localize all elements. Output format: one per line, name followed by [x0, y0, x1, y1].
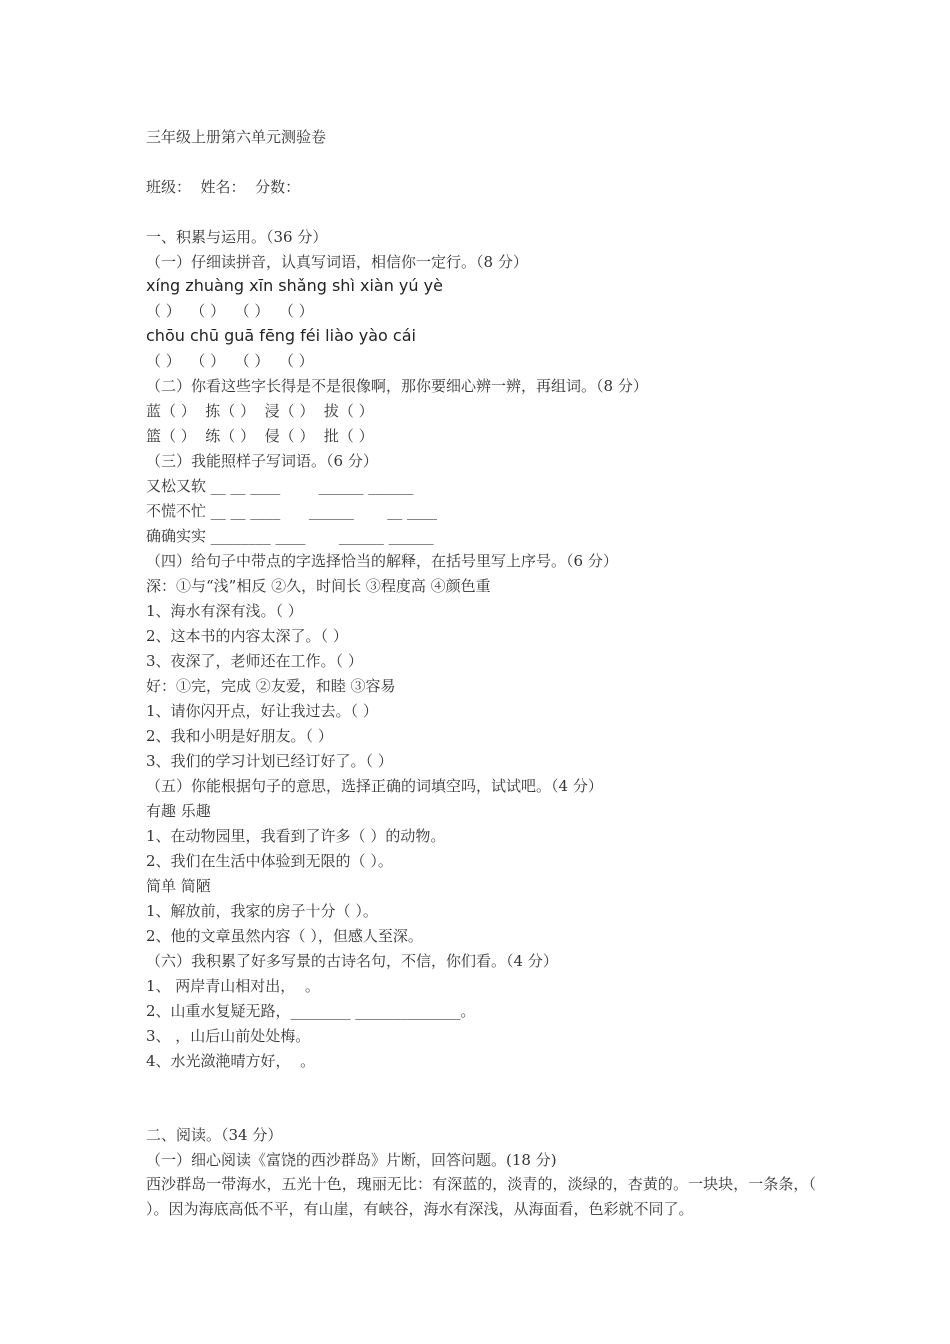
q1-blanks-line1: （ ） （ ） （ ） （ ） — [146, 302, 314, 320]
q4-shen-sentence-2: 2、这本书的内容太深了。（ ） — [146, 627, 348, 645]
q4-hao-sentence-2: 2、我和小明是好朋友。（ ） — [146, 727, 333, 745]
q1-pinyin-line1: xíng zhuàng xīn shǎng shì xiàn yú yè — [146, 276, 443, 295]
q1-blanks-line2: （ ） （ ） （ ） （ ） — [146, 352, 314, 370]
q4-shen-sentence-1: 1、海水有深有浅。（ ） — [146, 602, 303, 620]
q4-hao-sentence-1: 1、请你闪开点，好让我过去。（ ） — [146, 702, 378, 720]
q2-row1: 蓝（ ） 拣（ ） 浸（ ） 拔（ ） — [146, 402, 374, 420]
q3-row1: 又松又软 __ __ ____ ______ ______ — [146, 477, 414, 495]
q3-row3: 确确实实 ________ ____ ______ ______ — [146, 527, 434, 545]
q5-heading: （五）你能根据句子的意思，选择正确的词填空吗，试试吧。（4 分） — [146, 777, 603, 795]
doc-title: 三年级上册第六单元测验卷 — [146, 128, 327, 146]
q5-sentence-1: 1、在动物园里，我看到了许多（ ）的动物。 — [146, 827, 446, 845]
q5-sentence-2: 2、我们在生活中体验到无限的（ ）。 — [146, 852, 393, 870]
part1-heading: 一、积累与运用。（36 分） — [146, 228, 328, 246]
q5-word-choices-1: 有趣 乐趣 — [146, 802, 211, 820]
q6-line-4: 4、水光潋滟晴方好， 。 — [146, 1052, 316, 1070]
q2-row2: 篮（ ） 练（ ） 侵（ ） 批（ ） — [146, 427, 374, 445]
q3-heading: （三）我能照样子写词语。（6 分） — [146, 452, 378, 470]
student-info: 班级： 姓名： 分数： — [146, 178, 301, 196]
q4-heading: （四）给句子中带点的字选择恰当的解释，在括号里写上序号。（6 分） — [146, 552, 618, 570]
part2-heading: 二、阅读。（34 分） — [146, 1126, 283, 1144]
q5-sentence-3: 1、解放前，我家的房子十分（ ）。 — [146, 902, 378, 920]
q5-sentence-4: 2、他的文章虽然内容（ ），但感人至深。 — [146, 927, 423, 945]
q1-heading: （一）仔细读拼音，认真写词语，相信你一定行。（8 分） — [146, 253, 528, 271]
reading-passage: 西沙群岛一带海水，五光十色，瑰丽无比：有深蓝的，淡青的，淡绿的，杏黄的。一块块，一条条，（ ）。因为海底高低不平，有山崖，有峡谷，海水有深浅，从海面看，色彩就不同了。 — [146, 1175, 816, 1218]
q1-pinyin-line2: chōu chū guā fēng féi liào yào cái — [146, 326, 416, 345]
q3-row2: 不慌不忙 __ __ ____ ______ __ ____ — [146, 502, 438, 520]
q6-heading: （六）我积累了好多写景的古诗名句，不信，你们看。（4 分） — [146, 952, 558, 970]
q4-shen-sentence-3: 3、夜深了，老师还在工作。（ ） — [146, 652, 363, 670]
q6-line-1: 1、 两岸青山相对出， 。 — [146, 977, 320, 995]
q5-word-choices-2: 简单 简陋 — [146, 877, 211, 895]
q6-line-2: 2、山重水复疑无路，________ ______________。 — [146, 1002, 476, 1020]
q2-heading: （二）你看这些字长得是不是很像啊，那你要细心辨一辨，再组词。（8 分） — [146, 377, 648, 395]
q4-hao-sentence-3: 3、我们的学习计划已经订好了。（ ） — [146, 752, 393, 770]
q4-shen-definitions: 深：①与“浅”相反 ②久，时间长 ③程度高 ④颜色重 — [146, 577, 491, 595]
reading-q1-heading: （一）细心阅读《富饶的西沙群岛》片断，回答问题。(18 分) — [146, 1151, 557, 1169]
q4-hao-definitions: 好：①完，完成 ②友爱，和睦 ③容易 — [146, 677, 396, 695]
q6-line-3: 3、 ，山后山前处处梅。 — [146, 1027, 311, 1045]
